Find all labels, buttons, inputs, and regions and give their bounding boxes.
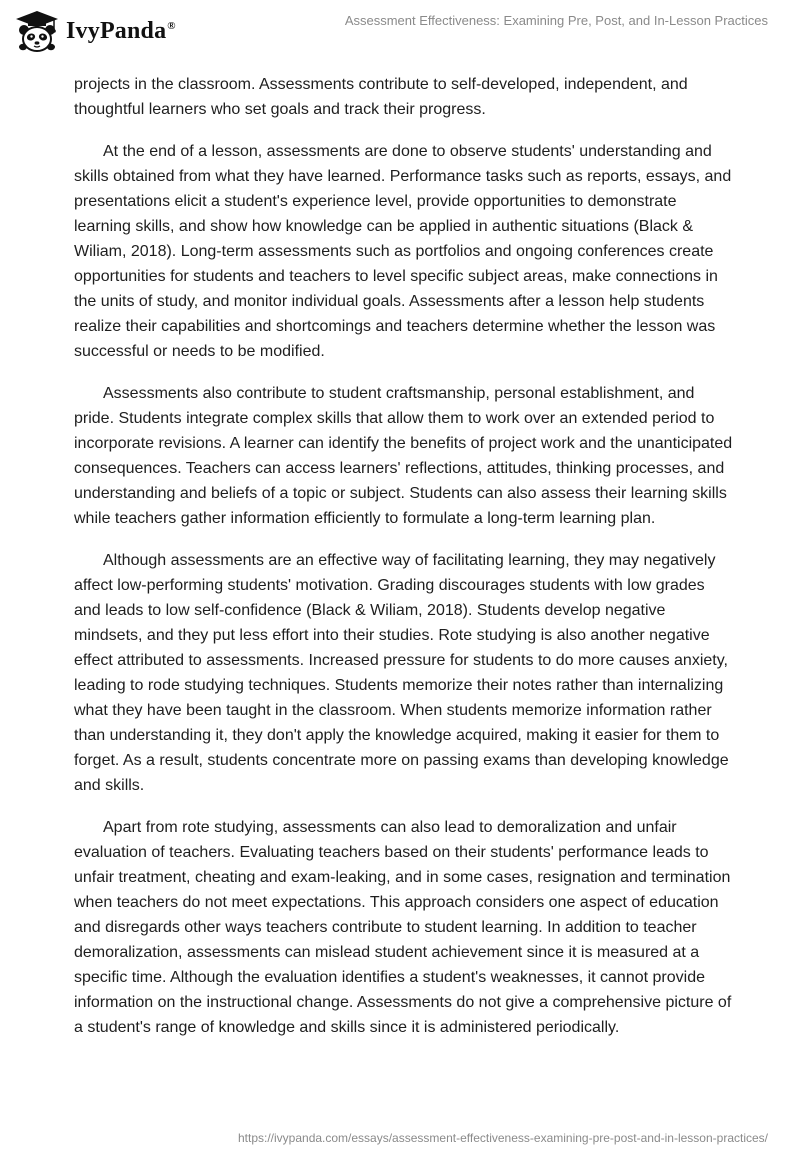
brand-logo[interactable] bbox=[14, 8, 176, 54]
document-title: Assessment Effectiveness: Examining Pre, Post, and In-Lesson Practices bbox=[344, 13, 768, 28]
essay-body bbox=[74, 72, 734, 1057]
paragraph: Apart from rote studying, assessments can also lead to demoralization and unfair evaluation of teachers. Evaluating teachers based on their students' performance leads to unfair treatment, cheating and exam-leaking, and in some cases, resignation and termination when teachers do not meet expectations. This approach considers one aspect of education and disregards other ways teachers contribute to student learning. In addition to teacher demoralization, assessments can mislead student achievement since it is measured at a specific time. Although the evaluation identifies a student's weaknesses, it cannot provide information on the instructional change. Assessments do not give a comprehensive picture of a student's range of knowledge and skills since it is administered periodically. bbox=[74, 819, 732, 1036]
page-header bbox=[0, 0, 800, 62]
brand-name: IvyPanda® bbox=[66, 17, 176, 44]
paragraph: Assessments also contribute to student craftsmanship, personal establishment, and pride. Students integrate complex skills that allow them to work over an extended period to incorporate revisions. A learner can identify the benefits of project work and the unanticipated consequences. Teachers can access learners' reflections, attitudes, thinking processes, and understanding and beliefs of a topic or subject. Students can also assess their learning skills while teachers gather information efficiently to formulate a long-term learning plan. bbox=[74, 385, 733, 527]
source-url[interactable]: https://ivypanda.com/essays/assessment-effectiveness-examining-pre-post-and-in-lesson-practices/ bbox=[237, 1131, 768, 1145]
paragraph: At the end of a lesson, assessments are done to observe students' understanding and skills obtained from what they have learned. Performance tasks such as reports, essays, and presentations elicit a student's experience level, provide opportunities to demonstrate learning skills, and show how knowledge can be applied in authentic situations (Black & Wiliam, 2018). Long-term assessments such as portfolios and ongoing conferences create opportunities for students and teachers to level specific subject areas, make connections in the units of study, and monitor individual goals. Assessments after a lesson help students realize their capabilities and shortcomings and teachers determine whether the lesson was successful or needs to be modified. bbox=[74, 143, 732, 360]
registered-mark: ® bbox=[167, 19, 176, 32]
paragraph: Although assessments are an effective way of facilitating learning, they may negatively affect low-performing students' motivation. Grading discourages students with low grades and leads to low self-confidence (Black & Wiliam, 2018). Students develop negative mindsets, and they put less effort into their studies. Rote studying is also another negative effect attributed to assessments. Increased pressure for students to do more causes anxiety, leading to rode studying techniques. Students memorize their notes rather than internalizing what they have been taught in the classroom. When students memorize information rather than understanding it, they don't apply the knowledge acquired, making it easier for them to forget. As a result, students concentrate more on passing exams than developing knowledge and skills. bbox=[74, 552, 729, 794]
panda-graduation-cap-icon bbox=[14, 8, 60, 54]
paragraph: projects in the classroom. Assessments contribute to self-developed, independent, and thoughtful learners who set goals and track their progress. bbox=[74, 76, 688, 118]
